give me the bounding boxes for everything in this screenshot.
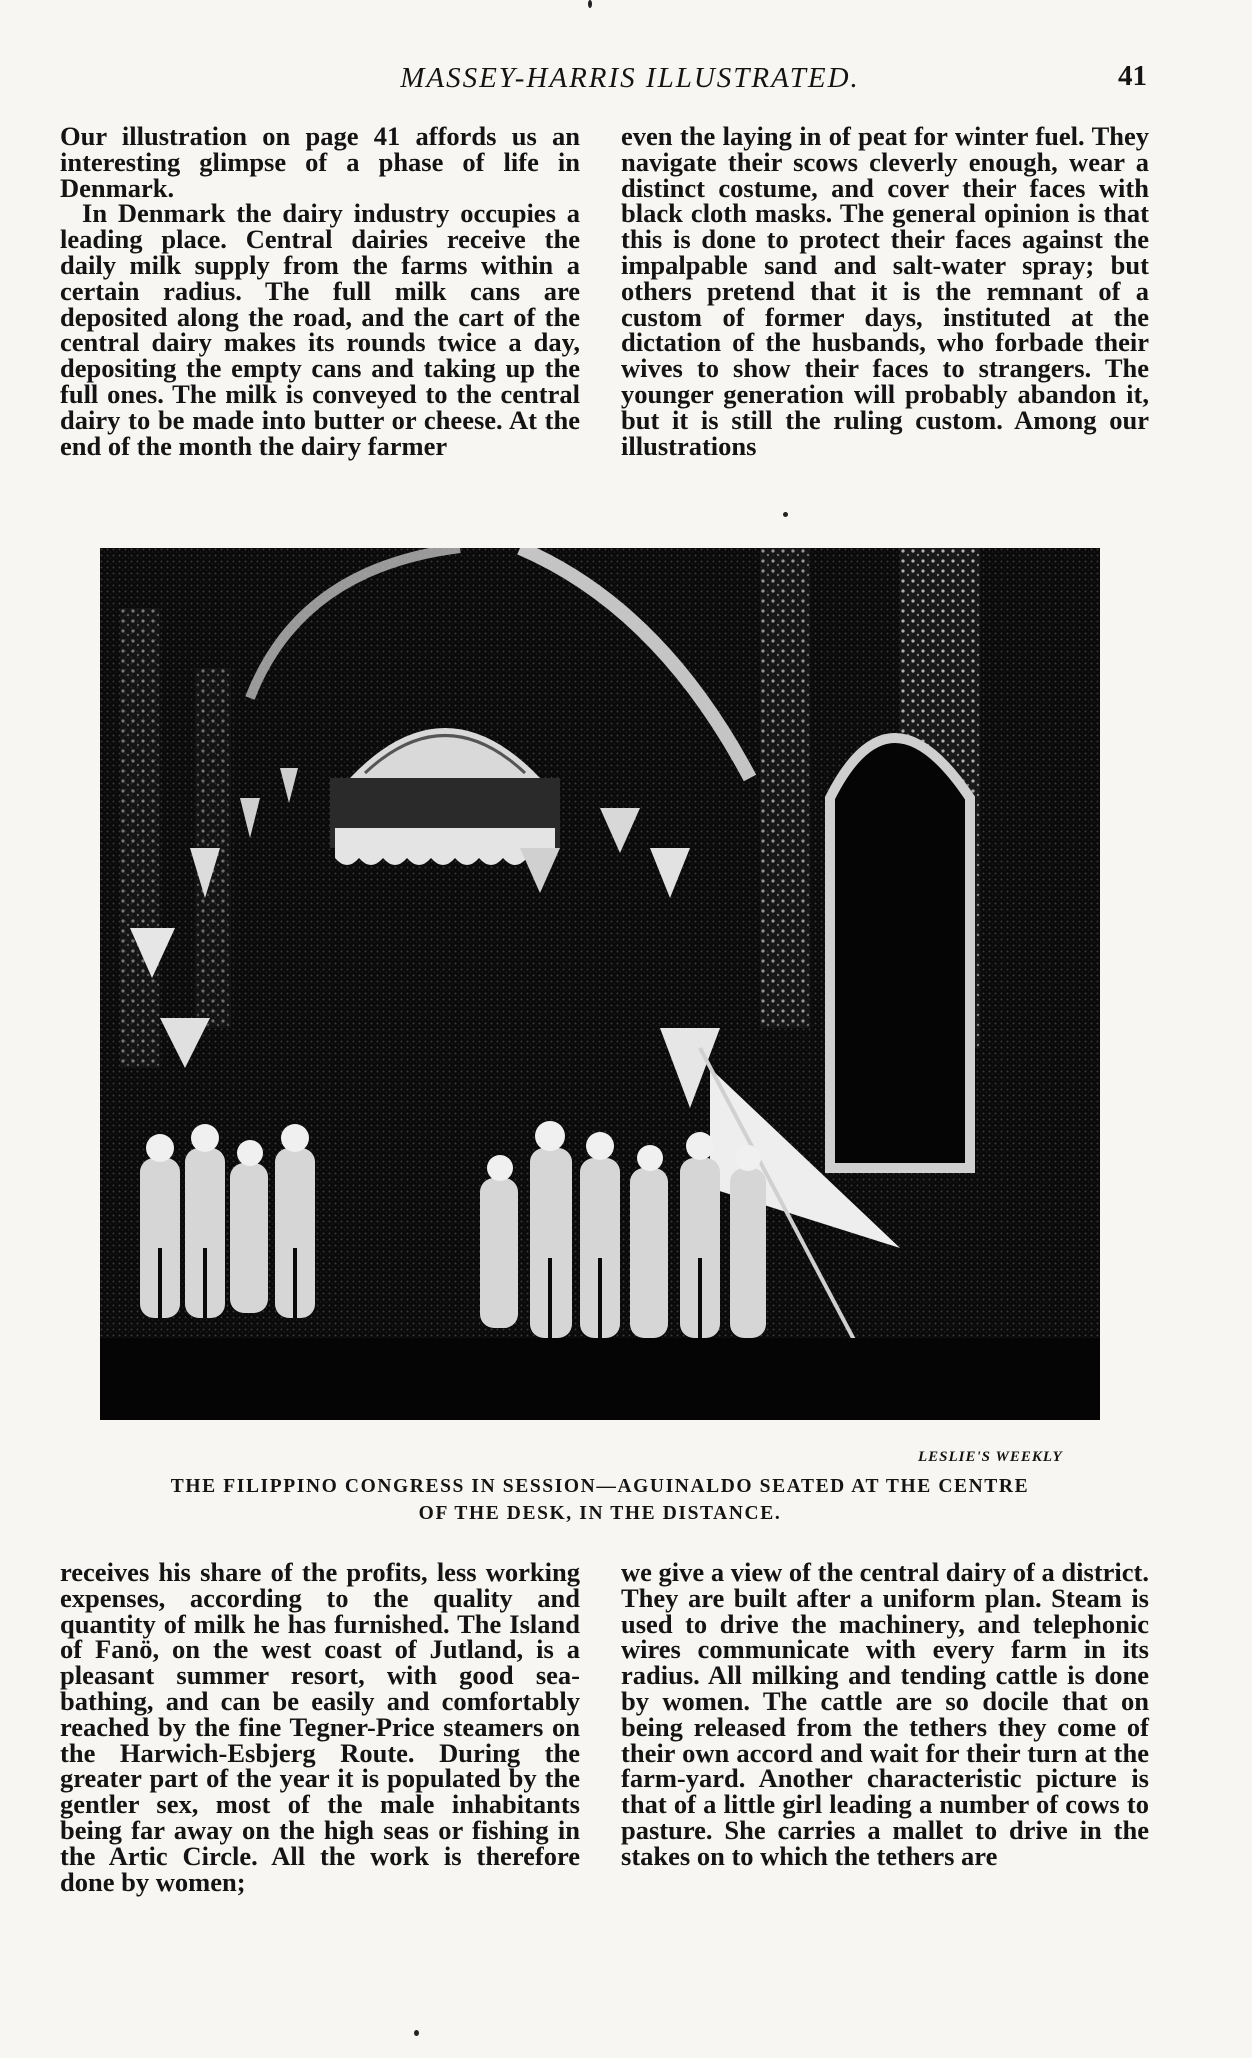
text-column-bottom-left — [60, 1557, 580, 1897]
text-column-bottom-right — [621, 1557, 1149, 1871]
ink-speck — [588, 0, 592, 8]
caption-line: THE FILIPPINO CONGRESS IN SESSION—AGUINALDO SEATED AT THE CENTRE — [170, 1476, 1030, 1497]
paragraph: Our illustration on page 41 affords us an interesting glimpse of a phase of life in Denmark. — [60, 121, 580, 203]
running-title: MASSEY-HARRIS ILLUSTRATED. — [400, 62, 860, 94]
congress-illustration — [100, 548, 1100, 1420]
ink-speck — [783, 512, 788, 517]
photo-engraving — [100, 548, 1100, 1420]
paragraph: In Denmark the dairy industry occupies a leading place. Central dairies receive the daily milk supply from the farms within a certain radius. The full milk cans are deposited along the road, and the cart of the central dairy makes its rounds twice a day, depositing the empty cans and taking up the full ones. The milk is conveyed to the central dairy to be made into butter or cheese. At the end of the month the dairy farmer — [60, 198, 580, 461]
ink-speck — [414, 2030, 419, 2036]
page-number: 41 — [1118, 60, 1147, 92]
paragraph: we give a view of the central dairy of a district. They are built after a uniform plan. Steam is used to drive the machinery, and telephonic wires communicate with every farm in its radius. All milking and tending cattle is done by women. The cattle are so docile that on being released from the tethers they come of their own accord and wait for their turn at the farm-yard. Another characteristic picture is that of a little girl leading a number of cows to pasture. She carries a mallet to drive in the stakes on to which the tethers are — [621, 1557, 1149, 1871]
paragraph: receives his share of the profits, less working expenses, according to the quality and quantity of milk he has furnished. The Island of Fanö, on the west coast of Jutland, is a pleasant summer resort, with good sea-bathing, and can be easily and comfortably reached by the fine Tegner-Price steamers on the Harwich-Esbjerg Route. During the greater part of the year it is populated by the gentler sex, most of the male inhabitants being far away on the high seas or fishing in the Artic Circle. All the work is therefore done by women; — [60, 1557, 580, 1897]
text-column-top-right — [621, 121, 1149, 461]
paragraph: even the laying in of peat for winter fuel. They navigate their scows cleverly enough, wear a distinct costume, and cover their faces with black cloth masks. The general opinion is that this is done to protect their faces against the impalpable sand and salt-water spray; but others pretend that it is the remnant of a custom of former days, instituted at the dictation of the husbands, who forbade their wives to show their faces to strangers. The younger generation will probably abandon it, but it is still the ruling custom. Among our illustrations — [621, 121, 1149, 461]
text-column-top-left — [60, 121, 580, 461]
illustration-caption — [100, 1473, 1100, 1527]
caption-line: OF THE DESK, IN THE DISTANCE. — [418, 1503, 782, 1524]
image-credit: LESLIE'S WEEKLY — [918, 1449, 1063, 1465]
